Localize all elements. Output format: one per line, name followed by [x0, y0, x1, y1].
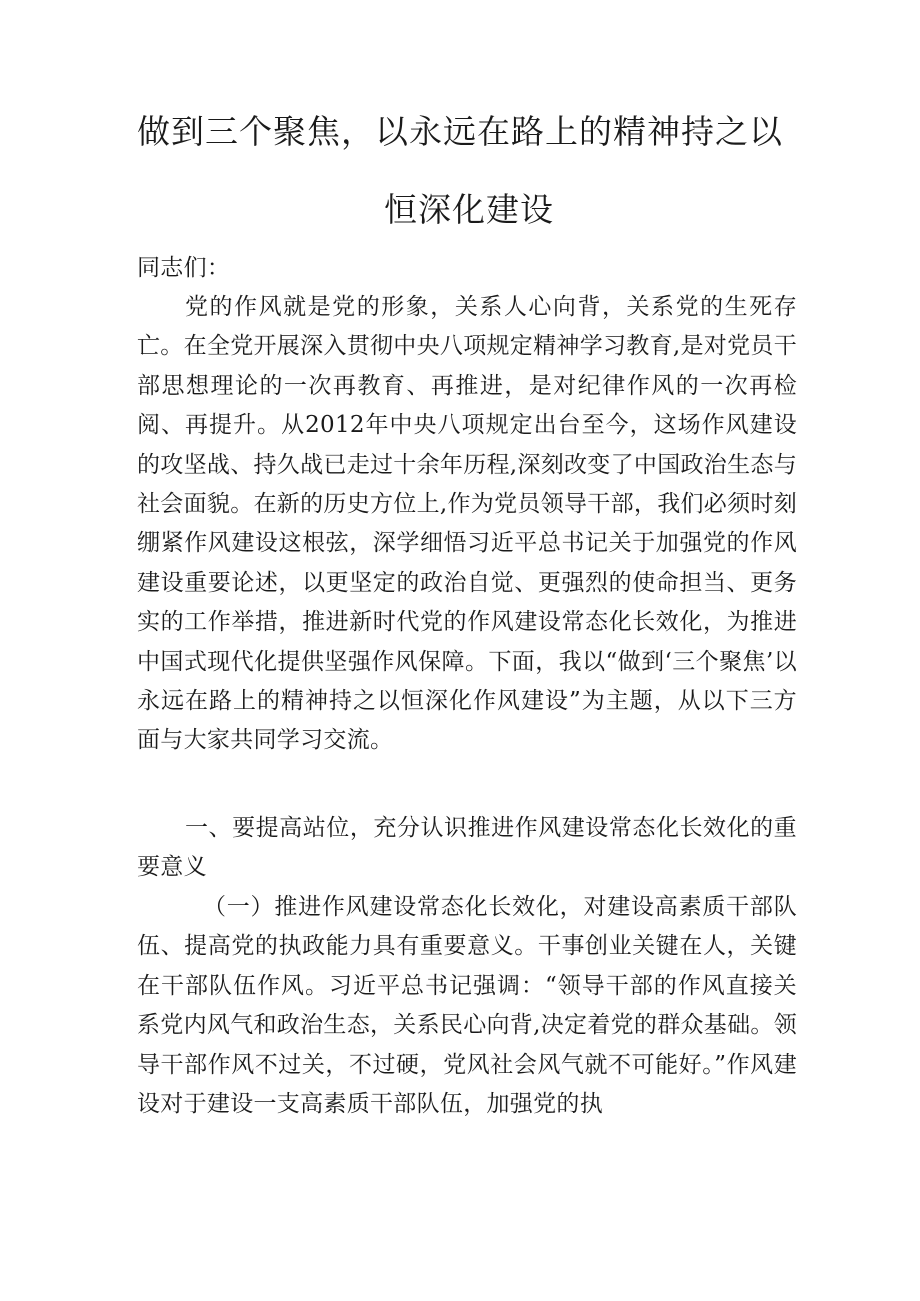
section-heading-1: 一、要提高站位，充分认识推进作风建设常态化长效化的重要意义 — [137, 815, 797, 881]
document-title-line-1: 做到三个聚焦，以永远在路上的精神持之以 — [137, 112, 783, 151]
paragraph-intro: 党的作风就是党的形象，关系人心向背，关系党的生死存亡。在全党开展深入贯彻中央八项规定精神学习教育,是对党员干部思想理论的一次再教育、再推进，是对纪律作风的一次再检阅、再提升。从2012年中央八项规定出台至今，这场作风建设的攻坚战、持久战已走过十余年历程,深刻改变了中国政治生态与社会面貌。在新的历史方位上,作为党员领导干部，我们必须时刻绷紧作风建设这根弦，深学细悟习近平总书记关于加强党的作风建设重要论述，以更坚定的政治自觉、更强烈的使命担当、更务实的工作举措，推进新时代党的作风建设常态化长效化，为推进中国式现代化提供坚强作风保障。下面，我以“做到‘三个聚焦’以永远在路上的精神持之以恒深化作风建设”为主题，从以下三方面与大家共同学习交流。 — [137, 294, 798, 754]
salutation: 同志们： — [137, 255, 231, 281]
document-title-line-2: 恒深化建设 — [384, 190, 554, 229]
paragraph-subsection-1: （一）推进作风建设常态化长效化，对建设高素质干部队伍、提高党的执政能力具有重要意义。干事创业关键在人，关键在干部队伍作风。习近平总书记强调：“领导干部的作风直接关系党内风气和政治生态，关系民心向背,决定着党的群众基础。领导干部作风不过关，不过硬，党风社会风气就不可能好。”作风建设对于建设一支高素质干部队伍，加强党的执 — [137, 894, 798, 1118]
